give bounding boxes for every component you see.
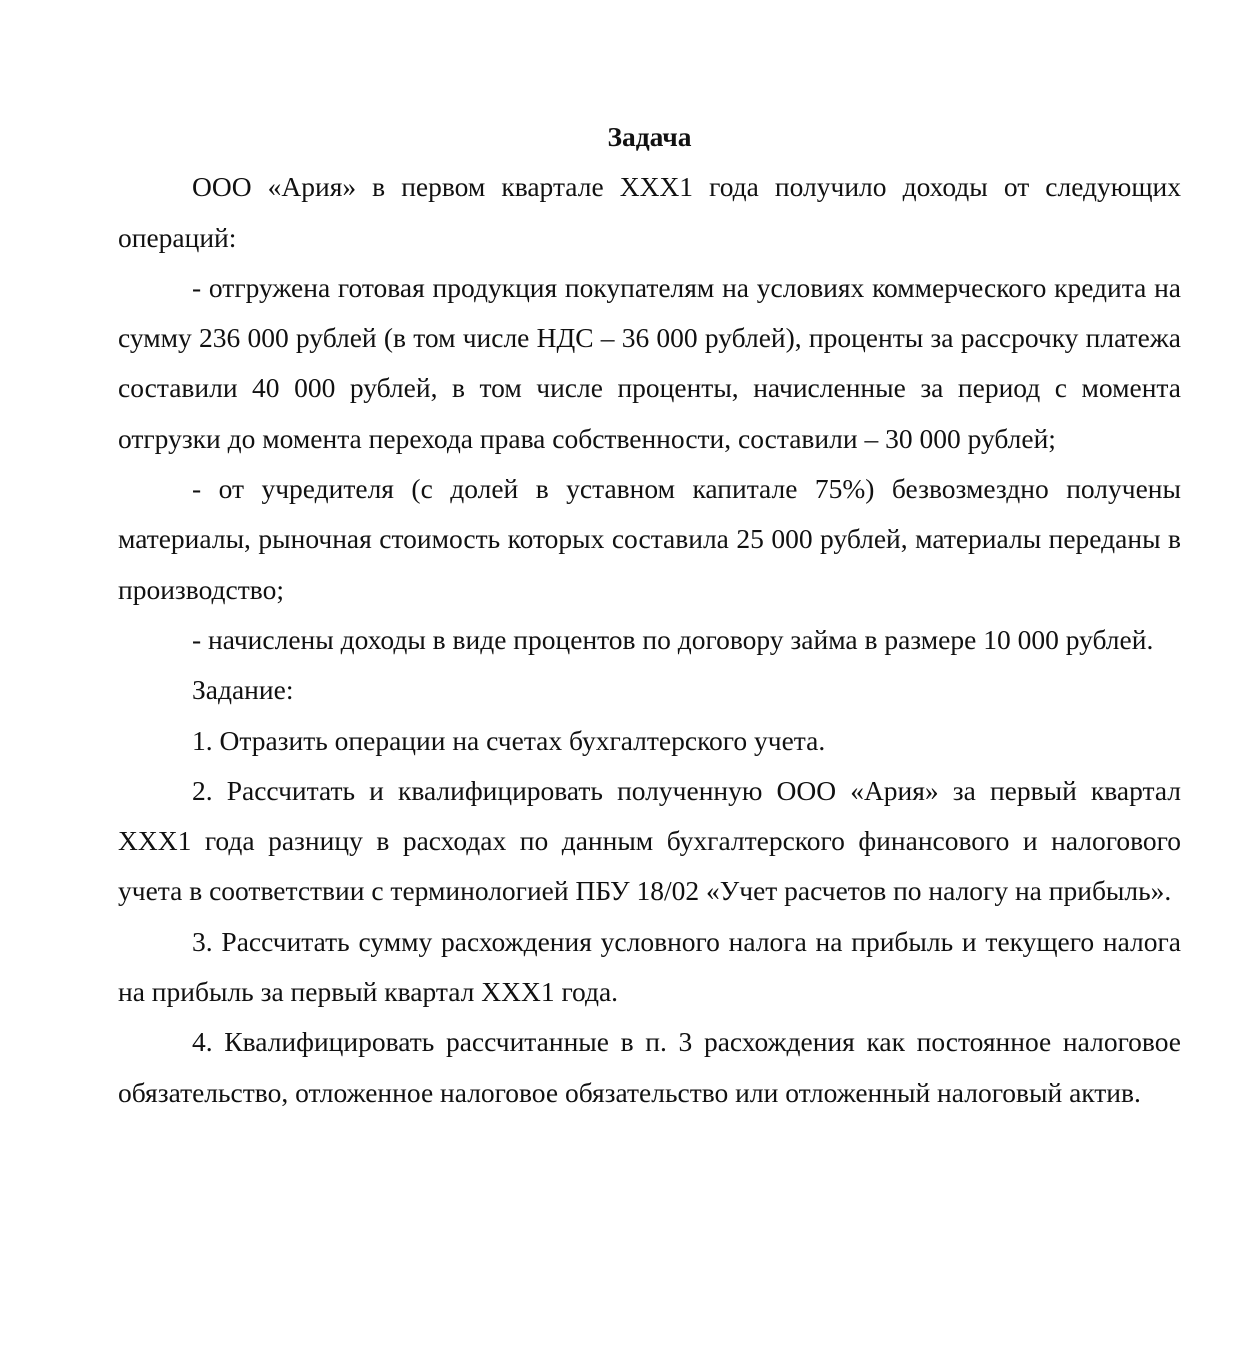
document-page [118, 112, 1181, 1118]
paragraph-task-2: 2. Рассчитать и квалифицировать полученную ООО «Ария» за первый квартал ХХХ1 года разницу в расходах по данным бухгалтерского финансового и налогового учета в соответствии с терминологией ПБУ 18/02 «Учет расчетов по налогу на прибыль». [118, 774, 1181, 907]
paragraph-task-3: 3. Рассчитать сумму расхождения условного налога на прибыль и текущего налога на прибыль за первый квартал ХХХ1 года. [118, 925, 1181, 1008]
paragraph-operation-materials: - от учредителя (с долей в уставном капитале 75%) безвозмездно получены материалы, рыночная стоимость которых составила 25 000 рублей, материалы переданы в производство; [118, 473, 1181, 605]
paragraph-task-4: 4. Квалифицировать рассчитанные в п. 3 расхождения как постоянное налоговое обязательство, отложенное налоговое обязательство или отложенный налоговый актив. [118, 1026, 1181, 1108]
paragraph-operation-shipment: - отгружена готовая продукция покупателям на условиях коммерческого кредита на сумму 236 000 рублей (в том числе НДС – 36 000 рублей), проценты за рассрочку платежа составили 40 000 рублей, в том числе проценты, начисленные за период с момента отгрузки до момента перехода права собственности, составили – 30 000 рублей; [118, 271, 1181, 454]
paragraph-intro: ООО «Ария» в первом квартале ХХХ1 года получило доходы от следующих операций: [118, 171, 1181, 253]
paragraph-operation-loan-interest: - начислены доходы в виде процентов по договору займа в размере 10 000 рублей. [192, 623, 1154, 655]
document-title: Задача [607, 121, 692, 152]
paragraph-task-heading: Задание: [192, 674, 294, 706]
paragraph-task-1: 1. Отразить операции на счетах бухгалтерского учета. [192, 724, 826, 756]
